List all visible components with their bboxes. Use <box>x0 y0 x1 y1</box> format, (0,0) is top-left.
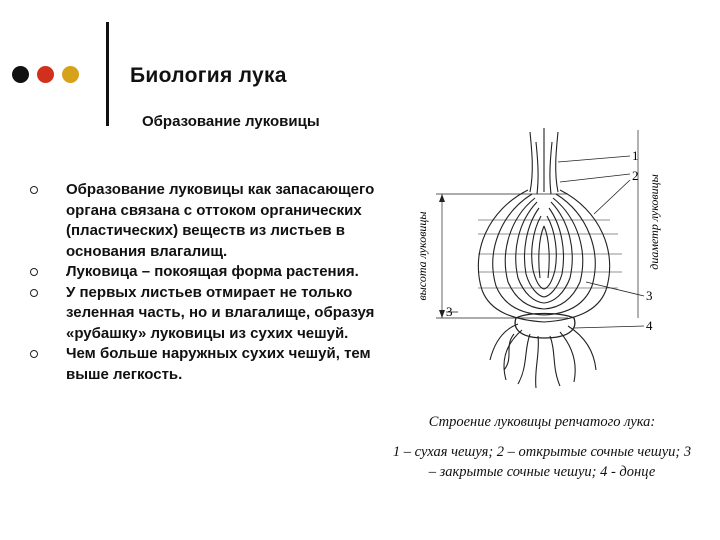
bullet-marker-icon <box>30 350 38 358</box>
callout-3-right: 3 <box>646 288 653 303</box>
bullet-marker-icon <box>30 186 38 194</box>
red-dot <box>37 66 54 83</box>
bullet-item <box>30 344 390 385</box>
bullet-text: У первых листьев отмирает не только зеленная часть, но и влагалище, образуя «рубашку» луковицы из сухих чешуй. <box>66 283 375 342</box>
header-dots <box>12 66 79 83</box>
yellow-dot <box>62 66 79 83</box>
slide-subtitle: Образование луковицы <box>142 113 320 130</box>
bullet-list <box>30 180 390 385</box>
bullet-text: Образование луковицы как запасающего органа связана с оттоком органических (пластических) веществ из листьев в основания влагалищ. <box>66 181 375 260</box>
caption-title: Строение луковицы репчатого лука: <box>428 414 656 430</box>
bullet-text: Чем больше наружных сухих чешуй, тем выше легкость. <box>66 345 371 383</box>
bullet-item <box>30 180 390 262</box>
black-dot <box>12 66 29 83</box>
height-label: высота луковицы <box>415 211 429 301</box>
title-divider <box>106 22 109 126</box>
onion-bulb-diagram <box>415 122 670 390</box>
callout-1: 1 <box>632 148 639 163</box>
slide-title: Биология лука <box>130 64 287 87</box>
caption-legend: 1 – сухая чешуя; 2 – открытые сочные чешуи; 3 – закрытые сочные чешуи; 4 - донце <box>392 444 692 480</box>
callout-3-left: 3 <box>446 304 453 319</box>
diameter-label: диаметр луковицы <box>647 174 661 270</box>
bullet-marker-icon <box>30 268 38 276</box>
bullet-marker-icon <box>30 289 38 297</box>
bullet-item <box>30 283 390 345</box>
figure-caption <box>392 412 692 482</box>
bullet-text: Луковица – покоящая форма растения. <box>66 263 359 280</box>
callout-4: 4 <box>646 318 653 333</box>
bullet-item <box>30 262 390 283</box>
callout-2: 2 <box>632 168 639 183</box>
